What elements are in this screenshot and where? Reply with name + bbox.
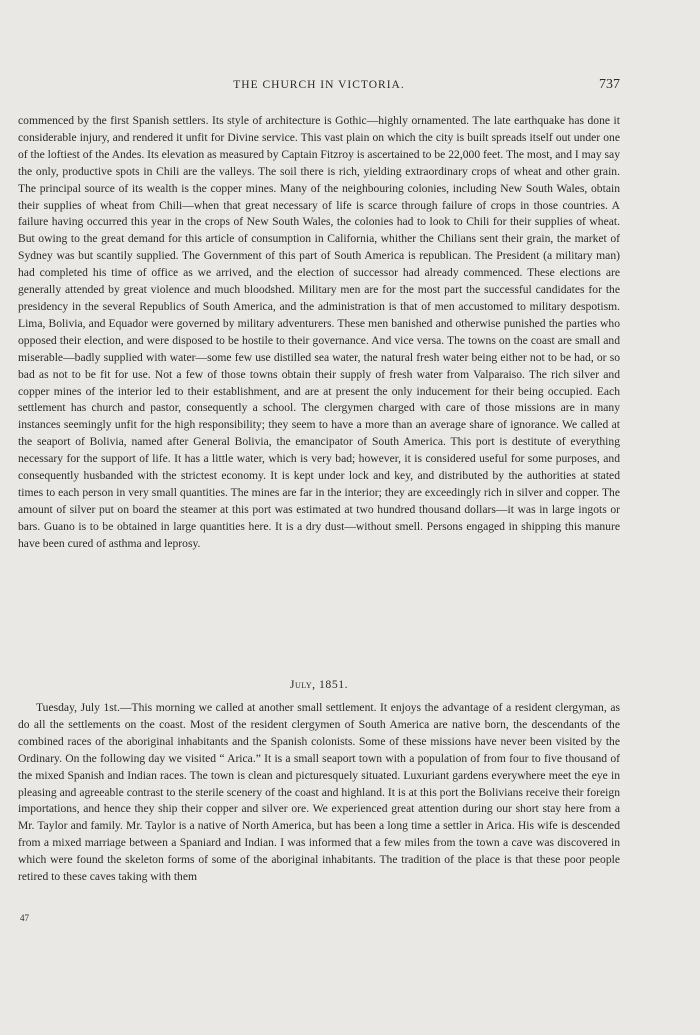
signature-mark: 47: [20, 913, 29, 923]
running-head: THE CHURCH IN VICTORIA.: [233, 79, 405, 91]
body-paragraph: commenced by the first Spanish settlers. Its style of architecture is Gothic—highly ornamented. The late earthquake has done it considerable injury, and rendered it unfit for Divine service. This vast plain on which the city is built spreads itself out under one of the loftiest of the Andes. Its elevation as measured by Captain Fitzroy is ascertained to be 22,000 feet. The most, and I may say the only, productive spots in Chili are the valleys. The soil there is rich, yielding extraordinary crops of wheat and other grain. The principal source of its wealth is the copper mines. Many of the neighbouring colonies, including New South Wales, obtain their supplies of wheat from Chili—when that great necessary of life is scarce through failure of crops in those countries. A failure having occurred this year in the crops of New South Wales, the colonies had to look to Chili for their supplies of wheat. But owing to the great demand for this article of consumption in California, whither the Chilians sent their grain, the market of Sydney was but scantily supplied. The Government of this part of South America is republican. The President (a military man) had completed his time of office as we arrived, and the election of successor had already commenced. These elections are generally attended by great violence and much bloodshed. Military men are for the most part the successful candidates for the presidency in the several Republics of South America, and the administration is that of men accustomed to military despotism. Lima, Bolivia, and Equador were governed by military adventurers. These men banished and otherwise punished the parties who opposed their election, and were disposed to be hostile to their governance. And vice versa. The towns on the coast are small and miserable—badly supplied with water—some few use distilled sea water, the natural fresh water being either not to be had, or so bad as not to be fit for use. Not a few of those towns obtain their supply of fresh water from Valparaiso. The rich silver and copper mines of the interior led to their establishment, and are at present the only inducement for their being occupied. Each settlement has church and pastor, consequently a school. The clergymen charged with care of those missions are in many instances seemingly unfit for the high responsibility; they seem to have a more than an average share of ignorance. We called at the seaport of Bolivia, named after General Bolivia, the emancipator of South America. This port is destitute of everything necessary for the support of life. It has a little water, which is very bad; however, it is considered useful for some purposes, and consequently husbanded with the strictest economy. It is kept under lock and key, and distributed by the authorities at stated times to each person in very small quantities. The mines are far in the interior; they are exceedingly rich in silver and copper. The amount of silver put on board the steamer at this port was estimated at two hundred thousand dollars—it was in large ingots or bars. Guano is to be obtained in large quantities here. It is a dry dust—without smell. Persons engaged in shipping this manure have been cured of asthma and leprosy.: [18, 114, 620, 550]
page-number: 737: [599, 77, 620, 92]
body-paragraph: Tuesday, July 1st.—This morning we called at another small settlement. It enjoys the advantage of a resident clergyman, as do all the settlements on the coast. Most of the resident clergymen of South America are native born, the descendants of the combined races of the aboriginal inhabitants and the Spanish colonists. Some of these missions have never been visited by the Ordinary. On the following day we visited “ Arica.” It is a small seaport town with a population of from four to five thousand of the mixed Spanish and Indian races. The town is clean and picturesquely situated. Luxuriant gardens everywhere meet the eye in pleasing and agreeable contrast to the sterile scenery of the coast and highland. It is at this port the Bolivians receive their foreign importations, and hence they ship their copper and silver ore. We experienced great attention during our short stay here from a Mr. Taylor and family. Mr. Taylor is a native of North America, but has been a long time a settler in Arica. His wife is descended from a mixed marriage between a Spaniard and Indian. I was informed that a few miles from the town a cave was discovered in which were found the skeleton forms of some of the aboriginal inhabitants. The tradition of the place is that these poor people retired to these caves taking with them: [18, 701, 620, 884]
page-header: [18, 77, 620, 95]
section-heading: July, 1851.: [289, 677, 349, 691]
